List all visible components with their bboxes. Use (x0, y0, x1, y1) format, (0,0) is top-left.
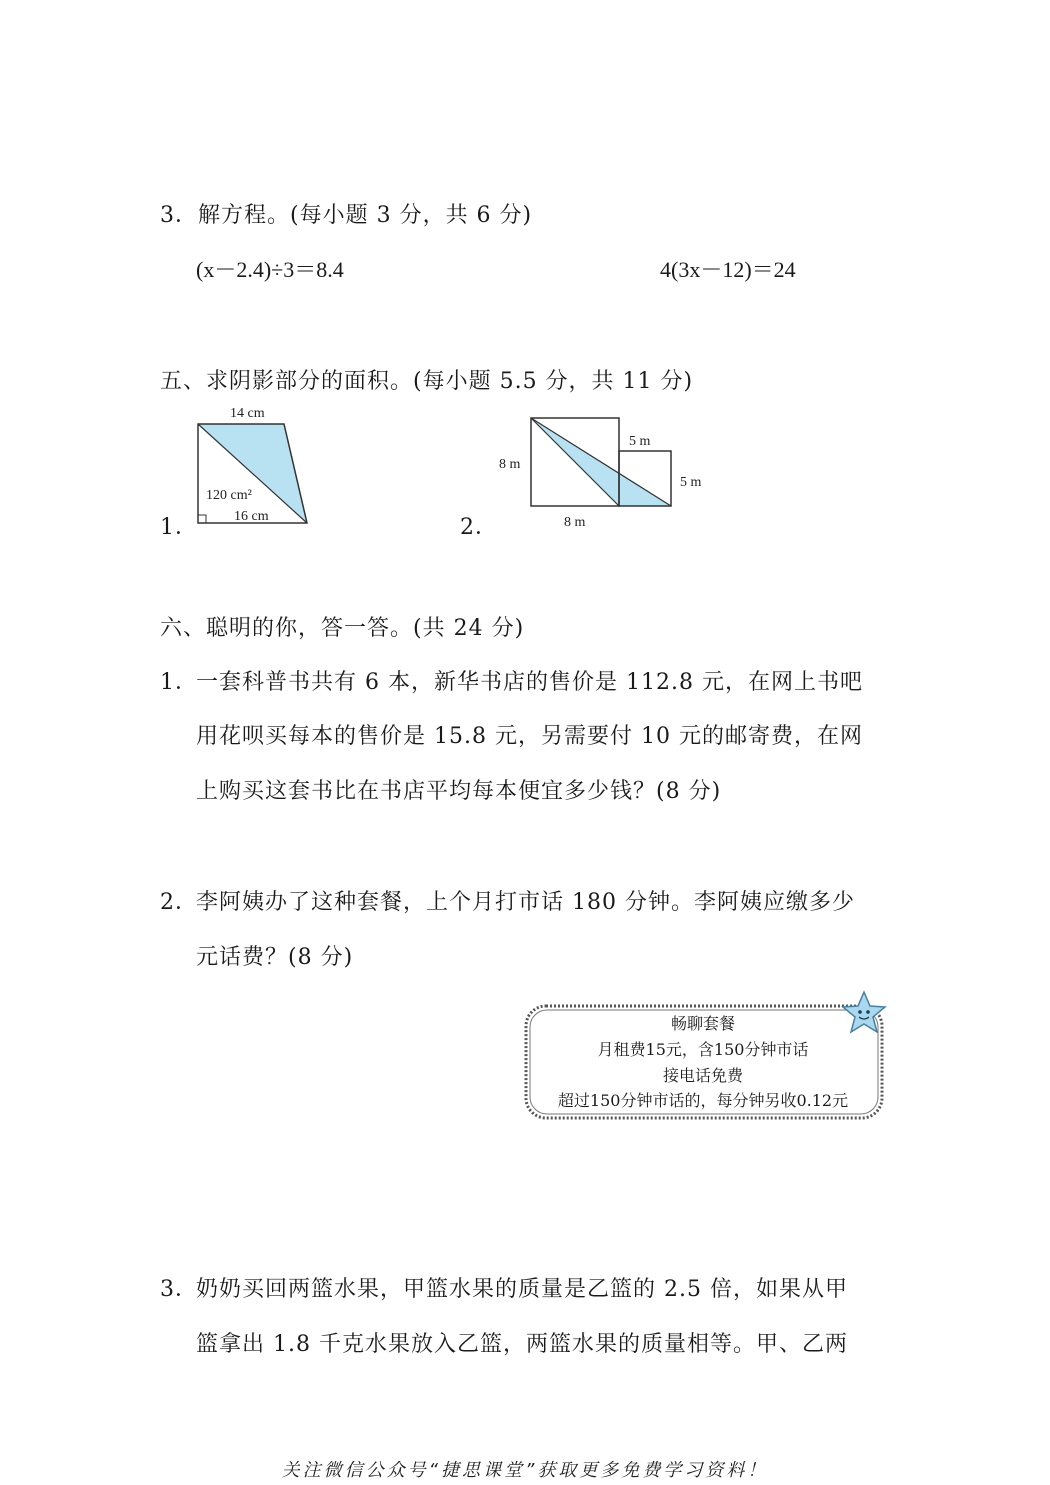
figure1-number: 1． (160, 515, 198, 540)
star-mascot-icon (840, 990, 888, 1034)
figure1-top-label: 14 cm (230, 406, 265, 421)
section5-heading: 五、求阴影部分的面积。(每小题 5.5 分，共 11 分) (160, 369, 694, 394)
footer-note: 关注微信公众号“捷思课堂”获取更多免费学习资料！ (281, 1460, 769, 1481)
plan-line-2: 接电话免费 (662, 1066, 743, 1085)
plan-line-3: 超过150分钟市话的，每分钟另收0.12元 (557, 1091, 849, 1110)
figure2-squares-diagram (495, 410, 725, 535)
figure2-number: 2． (460, 515, 498, 540)
q3-line-2: 篮拿出 1.8 千克水果放入乙篮，两篮水果的质量相等。甲、乙两 (196, 1332, 848, 1357)
q1-number: 1． (160, 670, 198, 695)
right-angle-mark-icon (198, 515, 206, 523)
equation-2: 4(3x－12)＝24 (660, 257, 796, 282)
q3-line-1: 奶奶买回两篮水果，甲篮水果的质量是乙篮的 2.5 倍，如果从甲 (196, 1277, 848, 1302)
q2-line-2: 元话费？(8 分) (196, 945, 354, 970)
equation-1: (x－2.4)÷3＝8.4 (196, 257, 344, 282)
q2-number: 2． (160, 890, 198, 915)
q1-line-2: 用花呗买每本的售价是 15.8 元，另需要付 10 元的邮寄费，在网 (196, 724, 863, 749)
q3-number: 3． (160, 1277, 198, 1302)
figure2-bottom-label: 8 m (564, 515, 586, 530)
figure2-small-right-label: 5 m (680, 475, 702, 490)
q1-line-1: 一套科普书共有 6 本，新华书店的售价是 112.8 元，在网上书吧 (196, 670, 863, 695)
equation-section-heading: 3．解方程。(每小题 3 分，共 6 分) (160, 203, 533, 228)
q2-line-1: 李阿姨办了这种套餐，上个月打市话 180 分钟。李阿姨应缴多少 (196, 890, 855, 915)
figure2-diagonal-2 (531, 418, 671, 506)
figure2-left-label: 8 m (499, 457, 521, 472)
plan-title: 畅聊套餐 (670, 1014, 735, 1033)
plan-line-1: 月租费15元，含150分钟市话 (597, 1040, 809, 1059)
figure2-diagonal-1 (531, 418, 619, 506)
figure2-small-top-label: 5 m (629, 434, 651, 449)
phone-plan-box (523, 1003, 885, 1121)
q1-line-3: 上购买这套书比在书店平均每本便宜多少钱？(8 分) (196, 779, 722, 804)
figure1-bottom-label: 16 cm (234, 509, 269, 524)
figure1-area-label: 120 cm² (206, 488, 252, 503)
section6-heading: 六、聪明的你，答一答。(共 24 分) (160, 616, 525, 641)
figure1-trapezoid-diagram (190, 400, 320, 530)
